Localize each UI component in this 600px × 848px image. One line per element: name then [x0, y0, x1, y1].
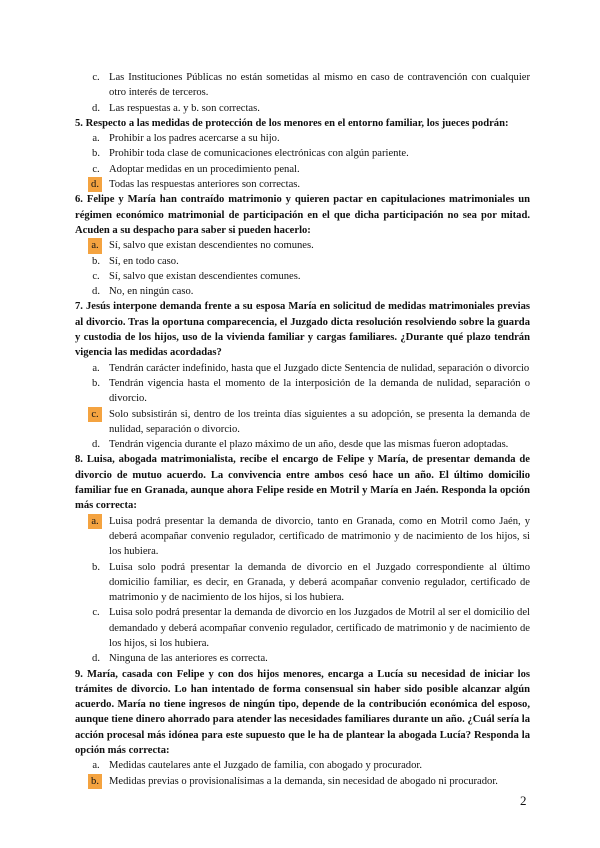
- option-text: Solo subsistirán si, dentro de los treinta días siguientes a su adopción, se presenta la demanda de nulidad, separación o divorcio.: [109, 408, 530, 435]
- option-text: Tendrán vigencia durante el plazo máximo de un año, desde que las mismas fueron adoptadas.: [109, 439, 509, 451]
- option-item: [75, 70, 530, 101]
- option-item: [75, 101, 530, 116]
- highlighted-answer-marker: c.: [88, 407, 102, 422]
- option-text: No, en ningún caso.: [109, 286, 194, 298]
- option-text: Sí, en todo caso.: [109, 255, 179, 267]
- option-item-highlighted: [75, 177, 530, 192]
- option-letter: d.: [92, 439, 100, 451]
- option-item: [75, 131, 530, 146]
- option-text: Medidas cautelares ante el Juzgado de familia, con abogado y procurador.: [109, 760, 422, 772]
- option-text: Sí, salvo que existan descendientes comunes.: [109, 270, 301, 282]
- option-letter: c.: [92, 163, 100, 175]
- option-letter: d.: [92, 653, 100, 665]
- highlighted-answer-marker: d.: [88, 177, 102, 192]
- option-text: Prohibir toda clase de comunicaciones electrónicas con algún pariente.: [109, 148, 409, 160]
- question-7: 7. Jesús interpone demanda frente a su esposa María en solicitud de medidas matrimoniales previas al divorcio. Tras la oportuna comparecencia, el Juzgado dicta resolución resolviendo sobre la guarda y custodia de los hijos, uso de la vivienda familiar y cargas familiares. ¿Durante qué plazo tendrán vigencia las medidas acordadas?: [75, 301, 530, 359]
- option-text: Tendrán vigencia hasta el momento de la interposición de la demanda de nulidad, separación o divorcio.: [109, 377, 530, 405]
- option-letter: d.: [92, 102, 100, 114]
- question-9: 9. María, casada con Felipe y con dos hijos menores, encarga a Lucía su necesidad de iniciar los trámites de divorcio. Lo han intentado de forma consensual sin haber sido posible alcanzar algún acuerdo. María no tiene ingresos de ningún tipo, depende de la contribución económica del esposo, aunque tiene dinero ahorrado para atender las necesidades familiares durante un año. ¿Cuál sería la acción procesal más idónea para este supuesto que le ha de plantear la abogada Lucía? Responda la opción más correcta:: [75, 668, 530, 757]
- option-item-highlighted: [75, 407, 530, 438]
- question-8: 8. Luisa, abogada matrimonialista, recibe el encargo de Felipe y María, de presentar demanda de divorcio de mutuo acuerdo. La convivencia entre ambos cesó hace un año. El último domicilio familiar fue en Granada, aunque ahora Felipe reside en Motril y María en Jaén. Responda la opción más correcta:: [75, 454, 530, 512]
- option-item: [75, 254, 530, 269]
- highlighted-answer-marker: a.: [88, 238, 102, 253]
- option-text: Medidas previas o provisionalísimas a la demanda, sin necesidad de abogado ni procurador.: [109, 775, 498, 787]
- option-letter: b.: [92, 377, 100, 389]
- option-item: [75, 376, 530, 407]
- option-text: Sí, salvo que existan descendientes no comunes.: [109, 240, 314, 252]
- option-letter: c.: [92, 72, 100, 83]
- option-text: Las respuestas a. y b. son correctas.: [109, 102, 260, 114]
- option-letter: a.: [92, 133, 100, 145]
- option-item-highlighted: [75, 774, 530, 789]
- option-item: [75, 560, 530, 606]
- option-item: [75, 361, 530, 376]
- option-item: [75, 146, 530, 161]
- highlighted-answer-marker: a.: [88, 514, 102, 529]
- option-item: [75, 651, 530, 666]
- option-item-highlighted: [75, 514, 530, 560]
- option-text: Tendrán carácter indefinido, hasta que el Juzgado dicte Sentencia de nulidad, separación o divorcio: [109, 362, 530, 374]
- option-item: [75, 605, 530, 651]
- document-page: [75, 70, 530, 789]
- option-text: Luisa solo podrá presentar la demanda de divorcio en el Juzgado correspondiente al último domicilio familiar, es decir, en Granada, y deberá acompañar convenio regulador, certificado de matrimonio y de nacimiento de los hijos, si los hubiera.: [109, 561, 530, 604]
- option-letter: d.: [92, 286, 100, 298]
- highlighted-answer-marker: b.: [88, 774, 102, 789]
- option-item-highlighted: [75, 238, 530, 253]
- option-letter: c.: [92, 607, 100, 619]
- option-text: Adoptar medidas en un procedimiento penal.: [109, 163, 300, 175]
- option-text: Prohibir a los padres acercarse a su hijo.: [109, 133, 280, 145]
- option-item: [75, 758, 530, 773]
- option-letter: a.: [92, 760, 100, 772]
- option-text: Las Instituciones Públicas no están sometidas al mismo en caso de contravención con cualquier otro interés de terceros.: [109, 72, 530, 99]
- option-item: [75, 284, 530, 299]
- option-text: Ninguna de las anteriores es correcta.: [109, 653, 268, 665]
- option-item: [75, 162, 530, 177]
- option-letter: b.: [92, 255, 100, 267]
- question-6: 6. Felipe y María han contraído matrimonio y quieren pactar en capitulaciones matrimoniales un régimen económico matrimonial de participación en el que dicha participación no sea por mitad. Acuden a su despacho para saber si pueden hacerlo:: [75, 194, 530, 236]
- option-item: [75, 437, 530, 452]
- option-item: [75, 269, 530, 284]
- option-text: Luisa solo podrá presentar la demanda de divorcio en los Juzgados de Motril al ser el domicilio del demandado y deberá acompañar convenio regulador, certificado de matrimonio y de nacimiento de los hijos, si los hubiera.: [109, 607, 530, 649]
- option-letter: a.: [92, 362, 100, 374]
- option-text: Luisa podrá presentar la demanda de divorcio, tanto en Granada, como en Motril como Jaén, y deberá acompañar convenio regulador, certificado de matrimonio y de nacimiento de los hijos, si los hubiera.: [109, 515, 530, 558]
- page-number: 2: [520, 793, 527, 808]
- question-5: 5. Respecto a las medidas de protección de los menores en el entorno familiar, los jueces podrán:: [75, 117, 509, 129]
- option-text: Todas las respuestas anteriores son correctas.: [109, 179, 301, 191]
- option-letter: c.: [92, 270, 100, 282]
- option-letter: b.: [92, 148, 100, 160]
- option-letter: b.: [92, 561, 100, 573]
